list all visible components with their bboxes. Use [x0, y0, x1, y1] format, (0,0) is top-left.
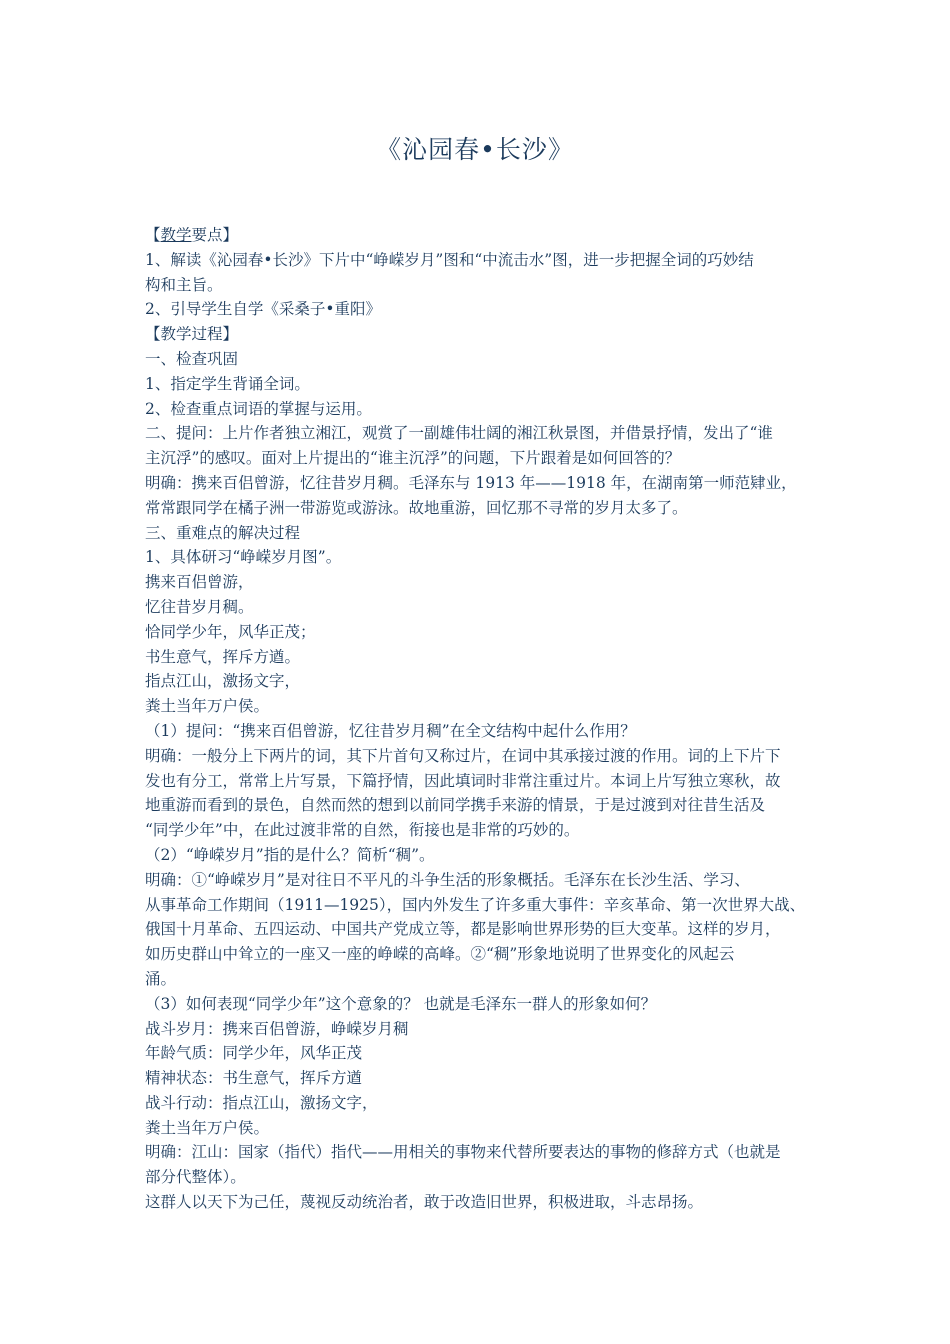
text-line: 构和主旨。: [145, 275, 223, 294]
heading-underlined-text: 教学: [160, 226, 192, 244]
text-line: 常常跟同学在橘子洲一带游览或游泳。故地重游，回忆那不寻常的岁月太多了。: [145, 498, 688, 517]
text-line: （3）如何表现“同学少年”这个意象的？ 也就是毛泽东一群人的形象如何？: [145, 994, 657, 1013]
poem-line: 粪土当年万户侯。: [145, 697, 270, 716]
text-line: 明确：江山：国家（指代）指代——用相关的事物来代替所要表达的事物的修辞方式（也就是: [145, 1143, 781, 1162]
text-line: 1、解读《沁园春•长沙》下片中“峥嵘岁月”图和“中流击水”图，进一步把握全词的巧妙结: [145, 250, 754, 269]
text-line: 如历史群山中耸立的一座又一座的峥嵘的高峰。②“稠”形象地说明了世界变化的风起云: [145, 945, 735, 964]
text-line: 发也有分工，常常上片写景，下篇抒情，因此填词时非常注重过片。本词上片写独立寒秋，故: [145, 771, 781, 790]
poem-line: 忆往昔岁月稠。: [145, 597, 254, 616]
text-line: （2）“峥嵘岁月”指的是什么？简析“稠”。: [145, 845, 435, 864]
document-body: [145, 223, 820, 1215]
text-line: 1、具体研习“峥嵘岁月图”。: [145, 548, 342, 567]
text-line: 战斗行动：指点江山，激扬文字，: [145, 1093, 378, 1112]
poem-line: 恰同学少年，风华正茂；: [145, 622, 316, 641]
section-heading-key-points: [145, 223, 820, 248]
text-line: 涌。: [145, 969, 177, 988]
section-heading-process: 【教学过程】: [145, 325, 239, 344]
text-line: 2、检查重点词语的掌握与运用。: [145, 399, 372, 418]
text-line: 这群人以天下为己任，蔑视反动统治者，敢于改造旧世界，积极进取，斗志昂扬。: [145, 1193, 704, 1212]
text-line: 明确：携来百侣曾游，忆往昔岁月稠。毛泽东与 1913 年——1918 年，在湖南第一师范肄业，: [145, 473, 797, 492]
text-line: 三、重难点的解决过程: [145, 523, 301, 542]
text-line: 主沉浮”的感叹。面对上片提出的“谁主沉浮”的问题，下片跟着是如何回答的？: [145, 449, 681, 468]
text-line: （1）提问：“携来百侣曾游，忆往昔岁月稠”在全文结构中起什么作用？: [145, 721, 636, 740]
heading-bracket-open: 【: [145, 226, 161, 244]
text-line: 从事革命工作期间（1911—1925），国内外发生了许多重大事件：辛亥革命、第一次世界大战、: [145, 895, 806, 914]
text-line: 部分代整体）。: [145, 1168, 246, 1187]
text-line: 2、引导学生自学《采桑子•重阳》: [145, 300, 382, 319]
poem-line: 书生意气，挥斥方遒。: [145, 647, 301, 666]
text-line: 明确：①“峥嵘岁月”是对往日不平凡的斗争生活的形象概括。毛泽东在长沙生活、学习、: [145, 870, 750, 889]
text-line: 粪土当年万户侯。: [145, 1118, 270, 1137]
text-line: 战斗岁月：携来百侣曾游，峥嵘岁月稠: [145, 1019, 409, 1038]
poem-line: 指点江山，激扬文字，: [145, 672, 301, 691]
text-line: 明确：一般分上下两片的词，其下片首句又称过片，在词中其承接过渡的作用。词的上下片下: [145, 746, 781, 765]
poem-line: 携来百侣曾游，: [145, 573, 254, 592]
text-line: 1、指定学生背诵全词。: [145, 374, 310, 393]
text-line: 年龄气质：同学少年，风华正茂: [145, 1044, 363, 1063]
text-line: 地重游而看到的景色，自然而然的想到以前同学携手来游的情景，于是过渡到对往昔生活及: [145, 796, 766, 815]
text-line: 一、检查巩固: [145, 349, 239, 368]
heading-rest: 要点】: [191, 226, 239, 244]
text-line: 精神状态：书生意气，挥斥方遒: [145, 1069, 363, 1088]
text-line: 俄国十月革命、五四运动、中国共产党成立等，都是影响世界形势的巨大变革。这样的岁月，: [145, 920, 781, 939]
text-line: “同学少年”中，在此过渡非常的自然，衔接也是非常的巧妙的。: [145, 821, 580, 840]
document-title: 《沁园春•长沙》: [376, 135, 574, 164]
text-line: 二、提问：上片作者独立湘江，观赏了一副雄伟壮阔的湘江秋景图，并借景抒情，发出了“谁: [145, 424, 773, 443]
